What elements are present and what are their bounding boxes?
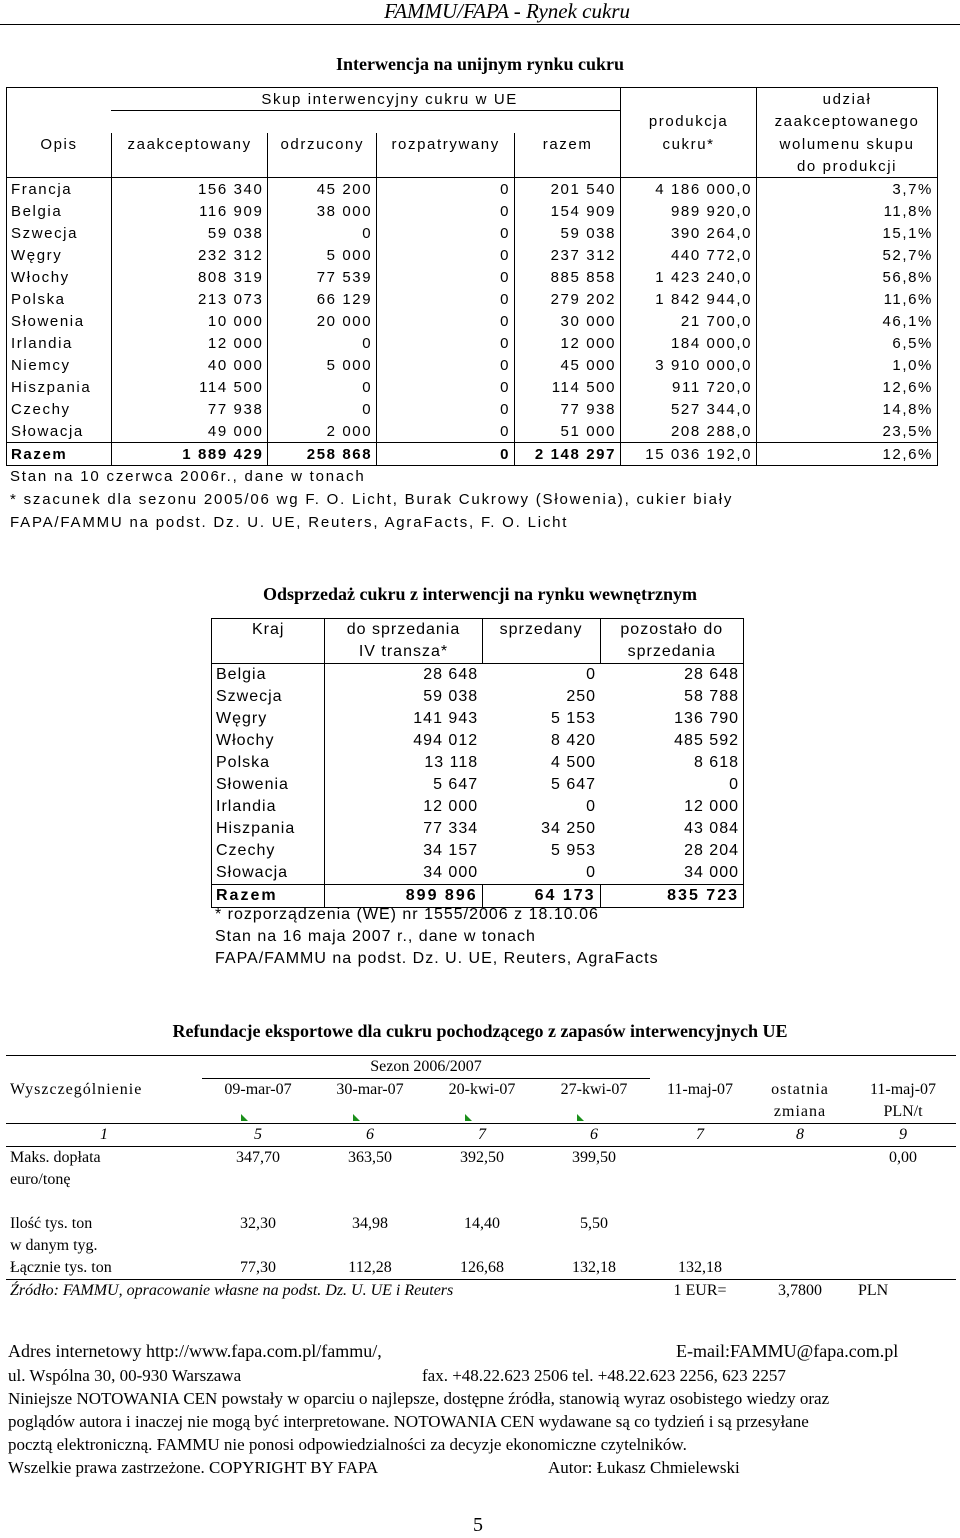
- web-address: Adres internetowy http://www.fapa.com.pl/fammu/,: [8, 1341, 382, 1361]
- table-row: [7, 288, 938, 310]
- row-label: Szwecja: [212, 686, 325, 708]
- cell: 494 012: [413, 732, 479, 749]
- eur-label: 1 EUR=: [673, 1282, 727, 1299]
- cell: 59 038: [111, 222, 268, 244]
- cell: 12 000: [111, 332, 268, 354]
- cell: 13 118: [424, 754, 479, 771]
- col-zaakceptowany: zaakceptowany: [111, 133, 268, 155]
- table-row: [212, 862, 744, 885]
- date-col: 11-maj-07: [666, 1080, 734, 1098]
- cell: 0: [586, 666, 597, 683]
- table-row: [7, 332, 938, 354]
- cell: 66 129: [268, 288, 377, 310]
- cell: 201 540: [515, 178, 621, 201]
- cell: 141 943: [413, 710, 479, 727]
- cell: 1,0%: [757, 354, 938, 376]
- cell: 132,18: [678, 1259, 722, 1276]
- note: FAPA/FAMMU na podst. Dz. U. UE, Reuters, AgraFacts: [215, 950, 659, 967]
- cell: 0: [377, 244, 515, 266]
- cell: 1 423 240,0: [621, 266, 757, 288]
- col-odrzucony: odrzucony: [268, 133, 377, 155]
- table-row: [7, 376, 938, 398]
- disclaimer: poglądów autora i inaczej nie mogą być interpretowane. NOTOWANIA CEN wydawane są co tydzień i są przesyłane: [8, 1412, 809, 1431]
- cell: 989 920,0: [621, 200, 757, 222]
- total-cell: 64 173: [482, 885, 600, 908]
- eur-currency: PLN: [858, 1282, 889, 1299]
- total-cell: 258 868: [268, 443, 377, 466]
- flag-icon: [241, 1114, 248, 1121]
- cell: 34 157: [423, 842, 479, 859]
- cell: 440 772,0: [621, 244, 757, 266]
- disclaimer: pocztą elektroniczną. FAMMU nie ponosi odpowiedzialności za decyzje ekonomiczne czytelników.: [8, 1435, 687, 1454]
- section2-title: Odsprzedaż cukru z interwencji na rynku wewnętrznym: [263, 584, 697, 604]
- cell: 5 953: [550, 842, 597, 859]
- refund-table: [6, 1055, 956, 1302]
- col-pln-unit: PLN/t: [883, 1103, 923, 1120]
- row-label: Łącznie tys. ton: [10, 1259, 112, 1276]
- cell: 59 038: [423, 688, 479, 705]
- cell: 0: [268, 376, 377, 398]
- cell: 0: [377, 376, 515, 398]
- cell: 392,50: [460, 1149, 504, 1166]
- col-sprzedania: sprzedania: [600, 641, 743, 664]
- footer-email[interactable]: E-mail:FAMMU@fapa.com.pl: [676, 1341, 899, 1361]
- cell: 156 340: [111, 178, 268, 201]
- cell: 3,7%: [757, 178, 938, 201]
- row-label: Czechy: [212, 840, 325, 862]
- cell: 40 000: [111, 354, 268, 376]
- footer-street: ul. Wspólna 30, 00-930 Warszawa: [8, 1366, 242, 1385]
- cell: 0: [268, 222, 377, 244]
- cell: 11,8%: [757, 200, 938, 222]
- flag-icon: [577, 1114, 584, 1121]
- row-label: Hiszpania: [7, 376, 112, 398]
- col-pln-date: 11-maj-07: [869, 1080, 937, 1098]
- col-sprzedany: sprzedany: [482, 619, 600, 642]
- row-label: Belgia: [7, 200, 112, 222]
- cell: 0: [600, 774, 743, 796]
- cell: 279 202: [515, 288, 621, 310]
- cell: 56,8%: [757, 266, 938, 288]
- cell: 232 312: [111, 244, 268, 266]
- copyright: Wszelkie prawa zastrzeżone. COPYRIGHT BY FAPA: [8, 1458, 379, 1477]
- table-row: [7, 398, 938, 420]
- page-header: [0, 0, 960, 25]
- cell: 390 264,0: [621, 222, 757, 244]
- col-number: 9: [899, 1126, 907, 1143]
- table-row: [212, 818, 744, 840]
- row-label: Maks. dopłata: [10, 1149, 101, 1166]
- row-label: Hiszpania: [212, 818, 325, 840]
- disclaimer: Niniejsze NOTOWANIA CEN powstały w oparciu o najlepsze, dostępne źródła, stanowią wyraz osobistego wiedzy oraz: [8, 1389, 830, 1408]
- cell: 34 000: [423, 864, 479, 881]
- col-zmiana: zmiana: [773, 1103, 827, 1120]
- cell: 21 700,0: [621, 310, 757, 332]
- cell: 15,1%: [757, 222, 938, 244]
- cell: 808 319: [111, 266, 268, 288]
- cell: 0: [377, 266, 515, 288]
- cell: 52,7%: [757, 244, 938, 266]
- table-row: [212, 730, 744, 752]
- cell: 77,30: [240, 1259, 276, 1276]
- row-label: w danym tyg.: [10, 1237, 98, 1254]
- col-udzial: udział: [757, 88, 938, 111]
- note: * szacunek dla sezonu 2005/06 wg F. O. Licht, Burak Cukrowy (Słowenia), cukier biały: [10, 491, 734, 508]
- season-label: Sezon 2006/2007: [202, 1056, 650, 1079]
- row-label: Belgia: [212, 664, 325, 687]
- section3-title: Refundacje eksportowe dla cukru pochodzącego z zapasów interwencyjnych UE: [172, 1021, 788, 1041]
- cell: 20 000: [268, 310, 377, 332]
- date-col: 09-mar-07: [224, 1081, 292, 1098]
- cell: 0: [377, 398, 515, 420]
- cell: 51 000: [515, 420, 621, 443]
- table-row: [7, 310, 938, 332]
- cell: 30 000: [515, 310, 621, 332]
- cell: 0: [377, 288, 515, 310]
- table-row: [6, 1147, 956, 1170]
- cell: 485 592: [600, 730, 743, 752]
- cell: 5 000: [268, 354, 377, 376]
- table-row: [212, 708, 744, 730]
- col-razem: razem: [515, 133, 621, 155]
- cell: 237 312: [515, 244, 621, 266]
- cell: 399,50: [572, 1149, 616, 1166]
- row-label: Słowenia: [7, 310, 112, 332]
- cell: 5 647: [550, 776, 597, 793]
- footer-phones: fax. +48.22.623 2506 tel. +48.22.623 2256, 623 2257: [422, 1366, 786, 1385]
- cell: 77 938: [515, 398, 621, 420]
- cell: 5 000: [268, 244, 377, 266]
- date-col: 30-mar-07: [336, 1081, 404, 1098]
- author: Autor: Łukasz Chmielewski: [548, 1458, 740, 1477]
- cell: 43 084: [600, 818, 743, 840]
- table-row: [7, 178, 938, 201]
- cell: 28 648: [423, 666, 479, 683]
- cell: 46,1%: [757, 310, 938, 332]
- cell: 5 153: [550, 710, 597, 727]
- footer-web: [8, 1341, 382, 1362]
- cell: 114 500: [515, 376, 621, 398]
- table-row: [212, 774, 744, 796]
- cell: 154 909: [515, 200, 621, 222]
- cell: 0: [268, 332, 377, 354]
- table-row: [7, 222, 938, 244]
- row-label: Słowenia: [212, 774, 325, 796]
- cell: 14,40: [464, 1215, 500, 1232]
- row-label: Słowacja: [212, 862, 325, 885]
- row-label: Węgry: [212, 708, 325, 730]
- cell: 132,18: [572, 1259, 616, 1276]
- page-number: 5: [473, 1514, 483, 1536]
- cell: 34 250: [541, 820, 597, 837]
- cell: 0: [377, 200, 515, 222]
- cell: 11,6%: [757, 288, 938, 310]
- note: Stan na 16 maja 2007 r., dane w tonach: [215, 928, 536, 945]
- col-ostatnia: ostatnia: [771, 1080, 829, 1098]
- col-zaakceptowanego: zaakceptowanego: [757, 111, 938, 134]
- row-label: euro/tonę: [10, 1171, 71, 1188]
- cell: 527 344,0: [621, 398, 757, 420]
- cell: 5,50: [580, 1215, 608, 1232]
- cell: 8 618: [600, 752, 743, 774]
- cell: 77 938: [111, 398, 268, 420]
- table-row: [6, 1213, 956, 1235]
- col-number: 7: [696, 1126, 704, 1143]
- cell: 49 000: [111, 420, 268, 443]
- col-number: 8: [796, 1126, 804, 1143]
- total-cell: 899 896: [325, 885, 482, 908]
- date-col: 27-kwi-07: [560, 1081, 628, 1098]
- eur-rate: 3,7800: [778, 1282, 822, 1299]
- cell: 0: [377, 420, 515, 443]
- total-cell: 1 889 429: [111, 443, 268, 466]
- cell: 32,30: [240, 1215, 276, 1232]
- header-title: FAMMU/FAPA - Rynek cukru: [384, 0, 630, 23]
- intervention-table: [6, 87, 938, 466]
- row-label: Polska: [212, 752, 325, 774]
- col-kraj: Kraj: [212, 619, 325, 642]
- col-numbers-row: [6, 1124, 956, 1147]
- table-row: [7, 244, 938, 266]
- cell: 208 288,0: [621, 420, 757, 443]
- cell: 12 000: [515, 332, 621, 354]
- col-transza: IV transza*: [325, 641, 482, 664]
- cell: 4 500: [550, 754, 597, 771]
- cell: 45 200: [268, 178, 377, 201]
- col-opis: Opis: [7, 133, 112, 155]
- row-label: Irlandia: [212, 796, 325, 818]
- col-rozpatrywany: rozpatrywany: [377, 133, 515, 155]
- table-row: [6, 1257, 956, 1280]
- row-label: Polska: [7, 288, 112, 310]
- cell: 5 647: [433, 776, 479, 793]
- date-col: 20-kwi-07: [448, 1081, 516, 1098]
- flag-icon: [465, 1114, 472, 1121]
- cell: 0: [377, 222, 515, 244]
- col-number: 6: [590, 1126, 598, 1143]
- note: Stan na 10 czerwca 2006r., dane w tonach: [10, 468, 366, 485]
- cell: 12 000: [423, 798, 479, 815]
- cell: 10 000: [111, 310, 268, 332]
- cell: 911 720,0: [621, 376, 757, 398]
- table-row: [7, 200, 938, 222]
- col-number: 1: [100, 1126, 108, 1143]
- cell: 28 204: [600, 840, 743, 862]
- cell: 0: [586, 798, 597, 815]
- cell: 116 909: [111, 200, 268, 222]
- cell: 0: [377, 332, 515, 354]
- total-cell: 0: [377, 443, 515, 466]
- cell: 4 186 000,0: [621, 178, 757, 201]
- cell: 45 000: [515, 354, 621, 376]
- table-row: [212, 796, 744, 818]
- table-row: [212, 840, 744, 862]
- cell: 1 842 944,0: [621, 288, 757, 310]
- row-label: Irlandia: [7, 332, 112, 354]
- section1-title: Interwencja na unijnym rynku cukru: [335, 54, 625, 74]
- col-wolumenu: wolumenu skupu: [757, 133, 938, 155]
- cell: 12,6%: [757, 376, 938, 398]
- cell: 8 420: [550, 732, 597, 749]
- total-cell: 15 036 192,0: [621, 443, 757, 466]
- cell: 34 000: [600, 862, 743, 885]
- col-number: 5: [254, 1126, 262, 1143]
- cell: 184 000,0: [621, 332, 757, 354]
- col-number: 6: [366, 1126, 374, 1143]
- source-note: Źródło: FAMMU, opracowanie własne na podst. Dz. U. UE i Reuters: [10, 1282, 454, 1299]
- cell: 6,5%: [757, 332, 938, 354]
- cell: 363,50: [348, 1149, 392, 1166]
- total-cell: 2 148 297: [515, 443, 621, 466]
- total-label: Razem: [212, 885, 325, 908]
- row-label: Węgry: [7, 244, 112, 266]
- table-row: [7, 420, 938, 443]
- cell: 12 000: [600, 796, 743, 818]
- cell: 0: [377, 178, 515, 201]
- total-label: Razem: [7, 443, 112, 466]
- col-do-produkcji: do produkcji: [757, 155, 938, 178]
- cell: 34,98: [352, 1215, 388, 1232]
- table-row: [7, 266, 938, 288]
- cell: 250: [566, 688, 597, 705]
- total-cell: 835 723: [600, 885, 743, 908]
- table-row: [212, 664, 744, 687]
- cell: 0: [377, 354, 515, 376]
- cell: 77 539: [268, 266, 377, 288]
- cell: 347,70: [236, 1149, 280, 1166]
- row-label: Czechy: [7, 398, 112, 420]
- cell: 58 788: [600, 686, 743, 708]
- cell: 3 910 000,0: [621, 354, 757, 376]
- col-cukru: cukru*: [621, 133, 757, 155]
- row-label: Włochy: [212, 730, 325, 752]
- row-label: Szwecja: [7, 222, 112, 244]
- row-label: Niemcy: [7, 354, 112, 376]
- row-label: Francja: [7, 178, 112, 201]
- table-row: [212, 686, 744, 708]
- cell: 0,00: [889, 1149, 917, 1166]
- table-row: [7, 354, 938, 376]
- total-row: [7, 443, 938, 466]
- cell: 23,5%: [757, 420, 938, 443]
- table-row: [212, 752, 744, 774]
- note: FAPA/FAMMU na podst. Dz. U. UE, Reuters, AgraFacts, F. O. Licht: [10, 514, 569, 531]
- cell: 0: [268, 398, 377, 420]
- cell: 112,28: [348, 1259, 392, 1276]
- total-row: [212, 885, 744, 908]
- group-header: Skup interwencyjny cukru w UE: [111, 88, 620, 111]
- note: * rozporządzenia (WE) nr 1555/2006 z 18.10.06: [215, 906, 599, 923]
- flag-icon: [353, 1114, 360, 1121]
- cell: 77 334: [423, 820, 479, 837]
- row-label: Włochy: [7, 266, 112, 288]
- col-pozostalo: pozostało do: [600, 619, 743, 642]
- col-do-sprzedania: do sprzedania: [325, 619, 482, 642]
- row-label: Słowacja: [7, 420, 112, 443]
- cell: 136 790: [600, 708, 743, 730]
- col-produkcja: produkcja: [621, 111, 757, 134]
- col-number: 7: [478, 1126, 486, 1143]
- total-cell: 12,6%: [757, 443, 938, 466]
- cell: 59 038: [515, 222, 621, 244]
- cell: 2 000: [268, 420, 377, 443]
- resale-table: [211, 618, 744, 908]
- cell: 28 648: [600, 664, 743, 687]
- col-wyszczegolnienie: Wyszczególnienie: [10, 1080, 143, 1098]
- cell: 0: [586, 864, 597, 881]
- cell: 885 858: [515, 266, 621, 288]
- row-label: Ilość tys. ton: [10, 1215, 93, 1232]
- cell: 0: [377, 310, 515, 332]
- cell: 126,68: [460, 1259, 504, 1276]
- cell: 38 000: [268, 200, 377, 222]
- cell: 14,8%: [757, 398, 938, 420]
- cell: 213 073: [111, 288, 268, 310]
- cell: 114 500: [111, 376, 268, 398]
